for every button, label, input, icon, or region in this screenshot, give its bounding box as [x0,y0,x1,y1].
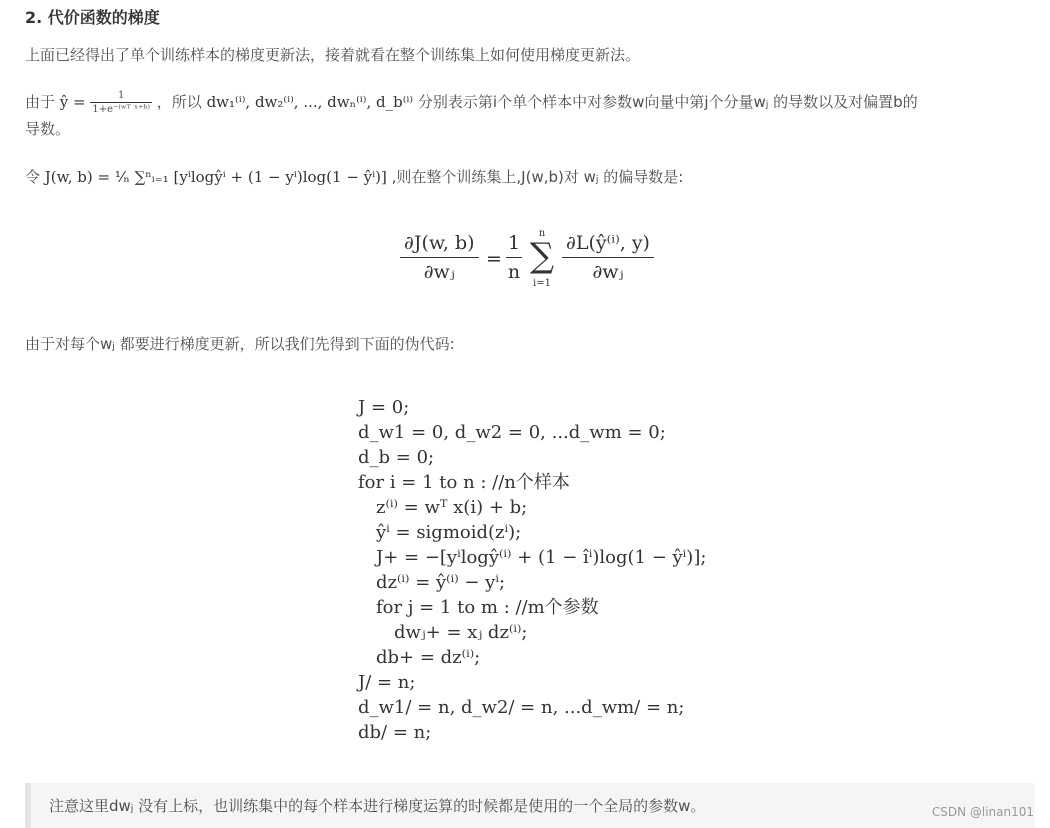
pseudocode-line: J+ = −[yⁱlogŷ⁽ⁱ⁾ + (1 − îⁱ)log(1 − ŷⁱ)]; [376,547,707,568]
pseudocode-line: for i = 1 to n : //n个样本 [358,472,570,493]
gradient-display-equation [400,228,700,298]
pseudocode-line: d_w1/ = n, d_w2/ = n, ...d_wm/ = n; [358,697,685,718]
cost-prefix: 令 [25,168,41,186]
sigmoid-denominator: 1+e⁻⁽ʷᵀ ˣ⁺ᵇ⁾ [92,103,150,115]
sum-upper-limit: n [538,228,546,239]
pseudocode-line: d_w1 = 0, d_w2 = 0, ...d_wm = 0; [358,422,666,443]
lhs-fraction [400,232,479,283]
yhat-continuation: 导数。 [25,119,71,138]
pseudocode-line: d_b = 0; [358,447,435,468]
sum-lower-limit: i=1 [533,278,551,289]
yhat-suffix: 分别表示第i个单个样本中对参数w向量中第j个分量wⱼ 的导数以及对偏置b的 [417,93,918,111]
note-blockquote [25,783,1035,828]
yhat-paragraph [25,89,1035,142]
pseudocode-line: dz⁽ⁱ⁾ = ŷ⁽ⁱ⁾ − yⁱ; [376,572,506,593]
pseudocode-line: db/ = n; [358,722,432,743]
yhat-equation: ŷ = [59,93,86,111]
pseudocode-line: db+ = dz⁽ⁱ⁾; [376,647,481,668]
pseudocode-block [358,395,706,745]
pseudocode-line: dwⱼ+ = xⱼ dz⁽ⁱ⁾; [394,622,528,643]
pseudocode-line: J/ = n; [358,672,416,693]
lhs-denominator: ∂wⱼ [423,261,455,283]
coefficient-fraction [506,232,522,283]
sigmoid-numerator: 1 [90,90,152,103]
section-heading: 2. 代价函数的梯度 [25,8,160,27]
rhs-numerator: ∂L(ŷ⁽ⁱ⁾, y) [562,232,654,258]
derivative-list: dw₁⁽ⁱ⁾, dw₂⁽ⁱ⁾, ..., dwₙ⁽ⁱ⁾, d_b⁽ⁱ⁾ [206,93,414,111]
coefficient-numerator: 1 [506,232,522,258]
sigmoid-fraction [90,90,152,116]
yhat-mid: ，所以 [156,93,202,111]
pseudocode-line: J = 0; [358,397,410,418]
cost-paragraph [25,164,683,190]
pseudocode-intro: 由于对每个wⱼ 都要进行梯度更新，所以我们先得到下面的伪代码: [25,335,455,353]
lhs-numerator: ∂J(w, b) [400,232,479,258]
cost-formula: J(w, b) = ¹⁄ₙ ∑ⁿᵢ₌₁ [yⁱlogŷⁱ + (1 − yⁱ)log(1 − ŷⁱ)] [44,168,387,186]
note-text: 注意这里dwⱼ 没有上标，也训练集中的每个样本进行梯度运算的时候都是使用的一个全局的参数w。 [49,797,706,815]
rhs-fraction [562,232,654,283]
csdn-watermark: CSDN @linan101 [931,805,1034,819]
cost-suffix: ,则在整个训练集上,J(w,b)对 wⱼ 的偏导数是: [391,168,684,186]
intro-paragraph: 上面已经得出了单个训练样本的梯度更新法，接着就看在整个训练集上如何使用梯度更新法。 [25,46,641,64]
pseudocode-line: z⁽ⁱ⁾ = wᵀ x(i) + b; [376,497,528,518]
pseudocode-line: ŷⁱ = sigmoid(zⁱ); [376,522,522,543]
yhat-prefix: 由于 [25,93,56,111]
equals-sign: = [486,248,502,270]
summation-symbol: ∑ [529,236,555,276]
rhs-denominator: ∂wⱼ [592,261,624,283]
coefficient-denominator: n [507,261,521,283]
pseudocode-line: for j = 1 to m : //m个参数 [376,597,599,618]
